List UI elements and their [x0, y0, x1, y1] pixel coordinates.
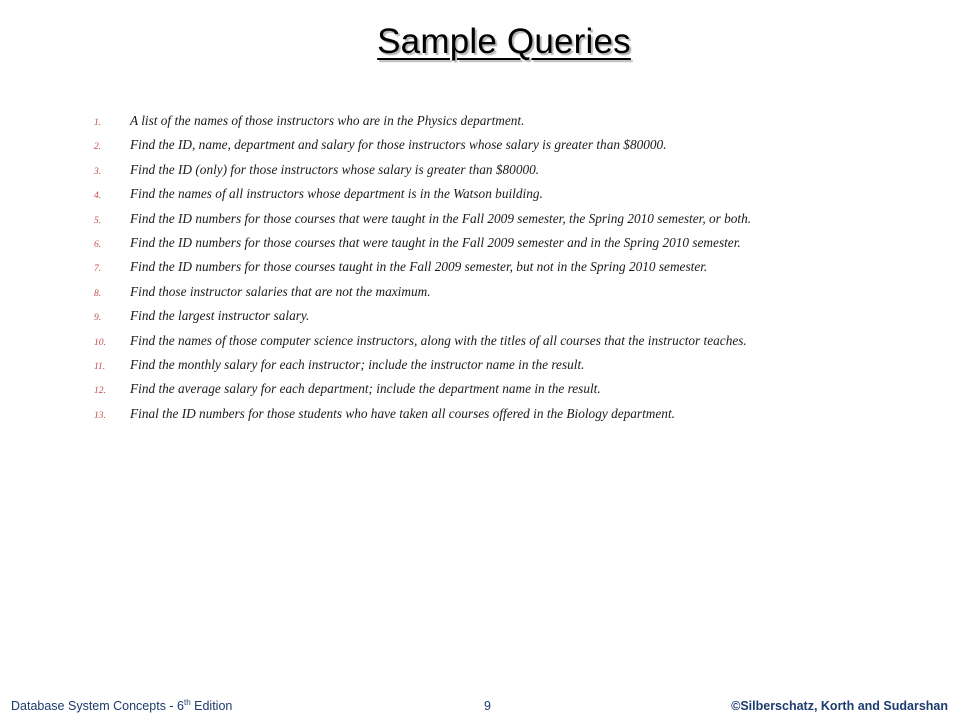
query-text: Find the names of all instructors whose department is in the Watson building.	[130, 186, 543, 202]
query-number: 7.	[94, 264, 102, 275]
query-text: Find the ID numbers for those courses that were taught in the Fall 2009 semester and in the Spring 2010 semester.	[130, 234, 741, 250]
query-text: Find the average salary for each department; include the department name in the result.	[130, 381, 601, 397]
query-number: 3.	[94, 166, 102, 177]
query-item	[94, 357, 751, 381]
footer-copyright: ©Silberschatz, Korth and Sudarshan	[731, 699, 948, 713]
query-text: A list of the names of those instructors who are in the Physics department.	[130, 113, 525, 128]
query-text: Find the names of those computer science instructors, along with the titles of all courses that the instructor teaches.	[130, 332, 747, 348]
query-text: Final the ID numbers for those students who have taken all courses offered in the Biology department.	[130, 405, 675, 421]
query-item	[94, 406, 751, 430]
query-item	[94, 284, 751, 308]
query-text: Find the ID numbers for those courses taught in the Fall 2009 semester, but not in the Spring 2010 semester.	[130, 259, 708, 275]
footer-page-number: 9	[484, 699, 491, 713]
slide-footer	[0, 699, 960, 717]
query-number: 1.	[94, 118, 102, 128]
query-number: 10.	[94, 337, 106, 348]
query-item	[94, 381, 751, 405]
query-item	[94, 113, 751, 137]
query-text: Find those instructor salaries that are not the maximum.	[130, 283, 431, 299]
query-item	[94, 333, 751, 357]
query-item	[94, 308, 751, 332]
footer-book-prefix: Database System Concepts - 6	[11, 699, 184, 713]
query-item	[94, 211, 751, 235]
query-item	[94, 162, 751, 186]
query-number: 13.	[94, 410, 106, 421]
query-item	[94, 137, 751, 161]
query-item	[94, 259, 751, 283]
query-text: Find the ID (only) for those instructors whose salary is greater than $80000.	[130, 161, 540, 177]
query-text: Find the ID numbers for those courses that were taught in the Fall 2009 semester, the Spring 2010 semester, or both.	[130, 210, 752, 226]
query-item	[94, 235, 751, 259]
query-number: 12.	[94, 386, 106, 397]
footer-book-title	[11, 699, 232, 713]
query-number: 5.	[94, 215, 102, 226]
footer-book-superscript: th	[184, 697, 191, 707]
query-number: 2.	[94, 142, 102, 153]
query-text: Find the ID, name, department and salary for those instructors whose salary is greater than $80000.	[130, 137, 667, 153]
query-number: 9.	[94, 313, 102, 324]
query-number: 8.	[94, 288, 102, 299]
query-list	[94, 113, 751, 430]
footer-book-suffix: Edition	[190, 699, 233, 713]
query-number: 6.	[94, 239, 102, 250]
query-text: Find the monthly salary for each instructor; include the instructor name in the result.	[130, 356, 585, 372]
query-number: 11.	[94, 361, 106, 372]
query-item	[94, 186, 751, 210]
query-text: Find the largest instructor salary.	[130, 308, 310, 324]
slide-title: Sample Queries	[377, 22, 631, 61]
query-number: 4.	[94, 191, 102, 202]
